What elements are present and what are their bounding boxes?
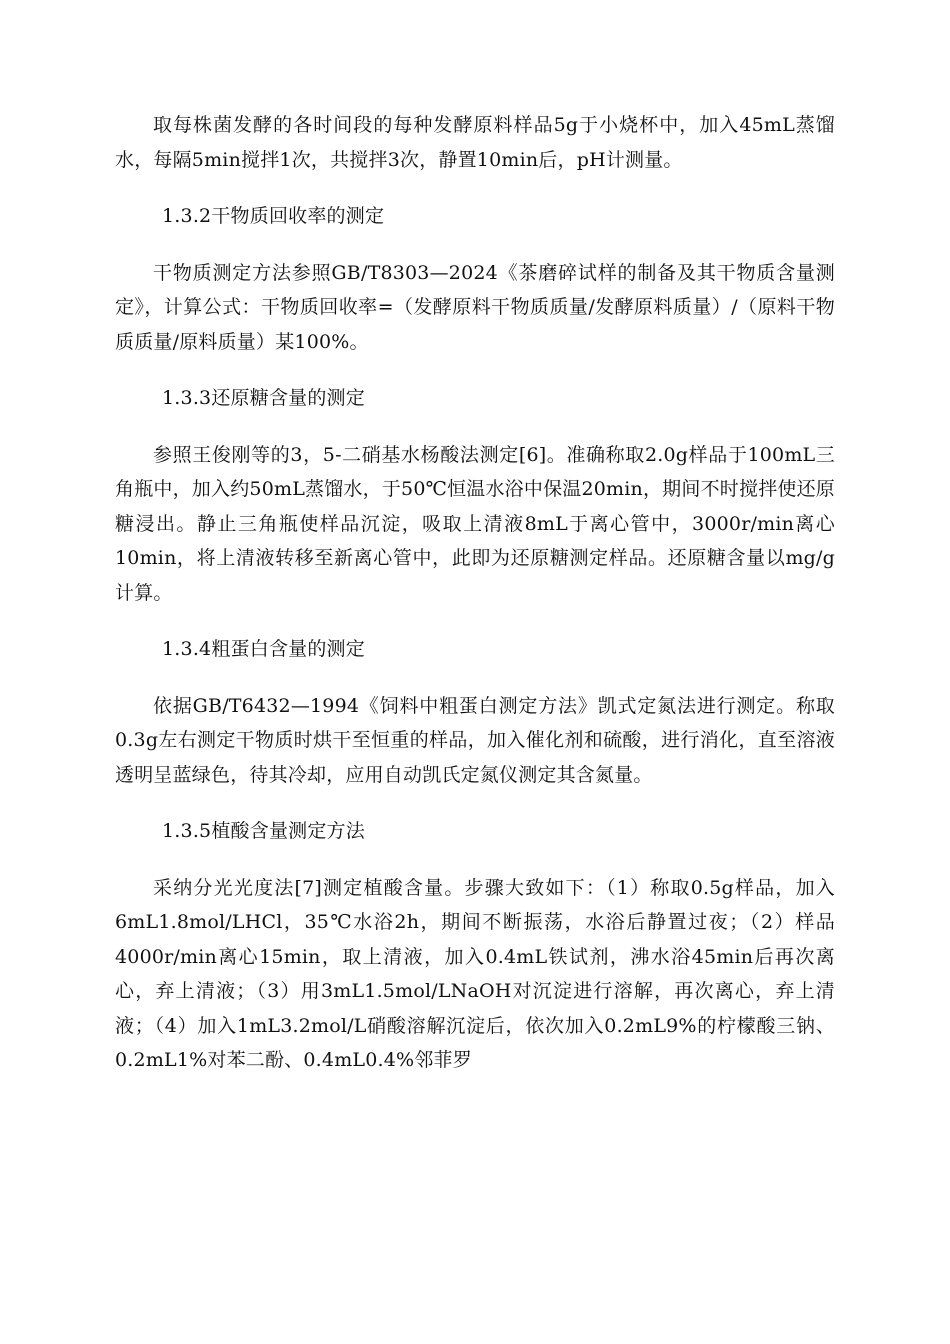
section-heading-1-3-3: 1.3.3还原糖含量的测定 <box>162 387 365 409</box>
document-page <box>115 108 835 1100</box>
section-heading-1-3-5: 1.3.5植酸含量测定方法 <box>162 820 365 842</box>
paragraph-phytic-acid: 采纳分光光度法[7]测定植酸含量。步骤大致如下：（1）称取0.5g样品，加入6mL1.8mol/LHCl，35℃水浴2h，期间不断振荡，水浴后静置过夜；（2）样品4000r/min离心15min，取上清液，加入0.4mL铁试剂，沸水浴45min后再次离心，弃上清液；（3）用3mL1.5mol/LNaOH对沉淀进行溶解，再次离心，弃上清液；（4）加入1mL3.2mol/L硝酸溶解沉淀后，依次加入0.2mL9%的柠檬酸三钠、0.2mL1%对苯二酚、0.4mL0.4%邻菲罗 <box>115 876 835 1071</box>
section-heading-1-3-4: 1.3.4粗蛋白含量的测定 <box>162 638 365 660</box>
paragraph-ph-measurement: 取每株菌发酵的各时间段的每种发酵原料样品5g于小烧杯中，加入45mL蒸馏水，每隔5min搅拌1次，共搅拌3次，静置10min后，pH计测量。 <box>115 114 835 171</box>
paragraph-reducing-sugar: 参照王俊刚等的3，5-二硝基水杨酸法测定[6]。准确称取2.0g样品于100mL三角瓶中，加入约50mL蒸馏水，于50℃恒温水浴中保温20min，期间不时搅拌使还原糖浸出。静止三角瓶使样品沉淀，吸取上清液8mL于离心管中，3000r/min离心10min，将上清液转移至新离心管中，此即为还原糖测定样品。还原糖含量以mg/g计算。 <box>115 443 835 604</box>
paragraph-crude-protein: 依据GB/T6432—1994《饲料中粗蛋白测定方法》凯式定氮法进行测定。称取0.3g左右测定干物质时烘干至恒重的样品，加入催化剂和硫酸，进行消化，直至溶液透明呈蓝绿色，待其冷却，应用自动凯氏定氮仪测定其含氮量。 <box>115 694 835 786</box>
section-heading-1-3-2: 1.3.2干物质回收率的测定 <box>162 205 385 227</box>
paragraph-dry-matter: 干物质测定方法参照GB/T8303—2024《茶磨碎试样的制备及其干物质含量测定》，计算公式：干物质回收率=（发酵原料干物质质量/发酵原料质量）/（原料干物质质量/原料质量）某100%。 <box>115 261 835 353</box>
